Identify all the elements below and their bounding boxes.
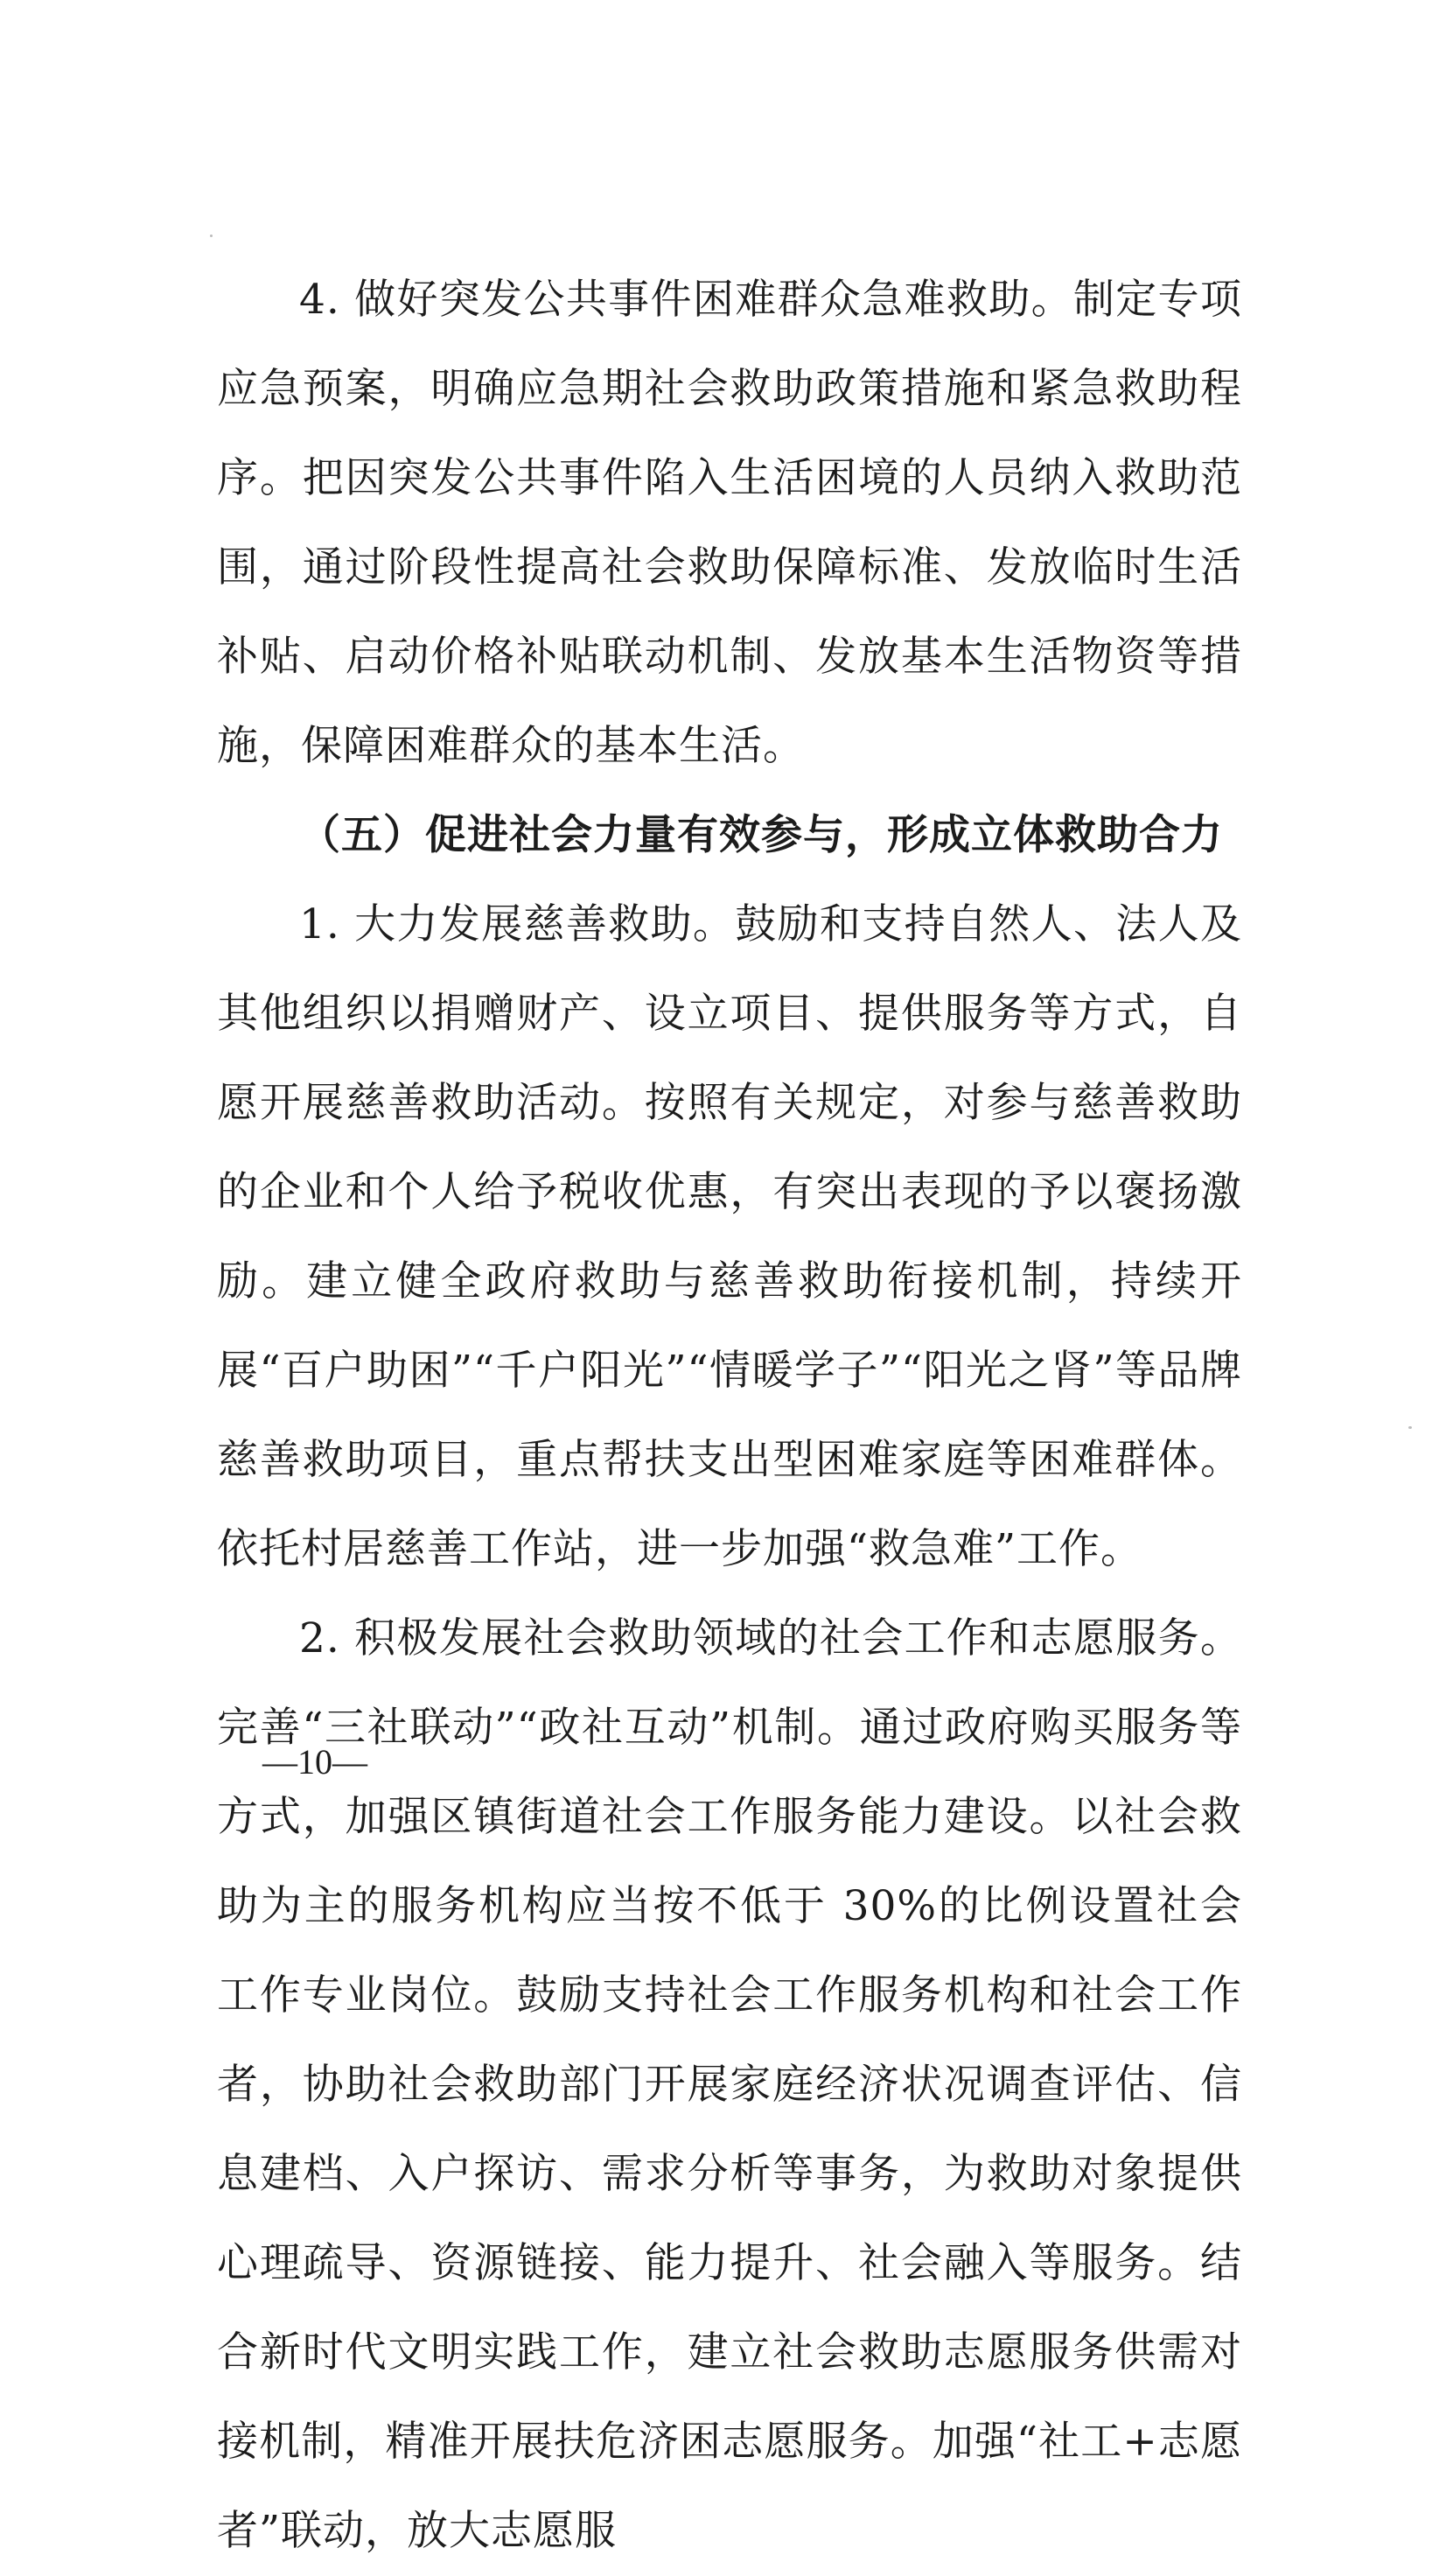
section-heading: （五）促进社会力量有效参与，形成立体救助合力: [299, 811, 1223, 859]
paragraph-social-work: 2. 积极发展社会救助领域的社会工作和志愿服务。完善“三社联动”“政社互动”机制。通过政府购买服务等方式，加强区镇街道社会工作服务能力建设。以社会救助为主的服务机构应当按不低于 30%的比例设置社会工作专业岗位。鼓励支持社会工作服务机构和社会工作者，协助社会救助部门开展家庭经济状况调查评估、信息建档、入户探访、需求分析等事务，为救助对象提供心理疏导、资源链接、能力提升、社会融入等服务。结合新时代文明实践工作，建立社会救助志愿服务供需对接机制，精准开展扶危济困志愿服务。加强“社工+志愿者”联动，放大志愿服: [217, 1614, 1242, 2555]
document-body: [217, 256, 1242, 2576]
scan-speck: [1408, 1426, 1412, 1429]
page-number: —10—: [262, 1742, 367, 1782]
scan-speck: [210, 234, 213, 237]
paragraph-charity-relief: 1. 大力发展慈善救助。鼓励和支持自然人、法人及其他组织以捐赠财产、设立项目、提供服务等方式，自愿开展慈善救助活动。按照有关规定，对参与慈善救助的企业和个人给予税收优惠，有突出表现的予以褒扬激励。建立健全政府救助与慈善救助衔接机制，持续开展“百户助困”“千户阳光”“情暖学子”“阳光之肾”等品牌慈善救助项目，重点帮扶支出型困难家庭等困难群体。依托村居慈善工作站，进一步加强“救急难”工作。: [217, 900, 1242, 1573]
paragraph-emergency-relief: 4. 做好突发公共事件困难群众急难救助。制定专项应急预案，明确应急期社会救助政策措施和紧急救助程序。把因突发公共事件陷入生活困境的人员纳入救助范围，通过阶段性提高社会救助保障标准、发放临时生活补贴、启动价格补贴联动机制、发放基本生活物资等措施，保障困难群众的基本生活。: [217, 276, 1242, 770]
